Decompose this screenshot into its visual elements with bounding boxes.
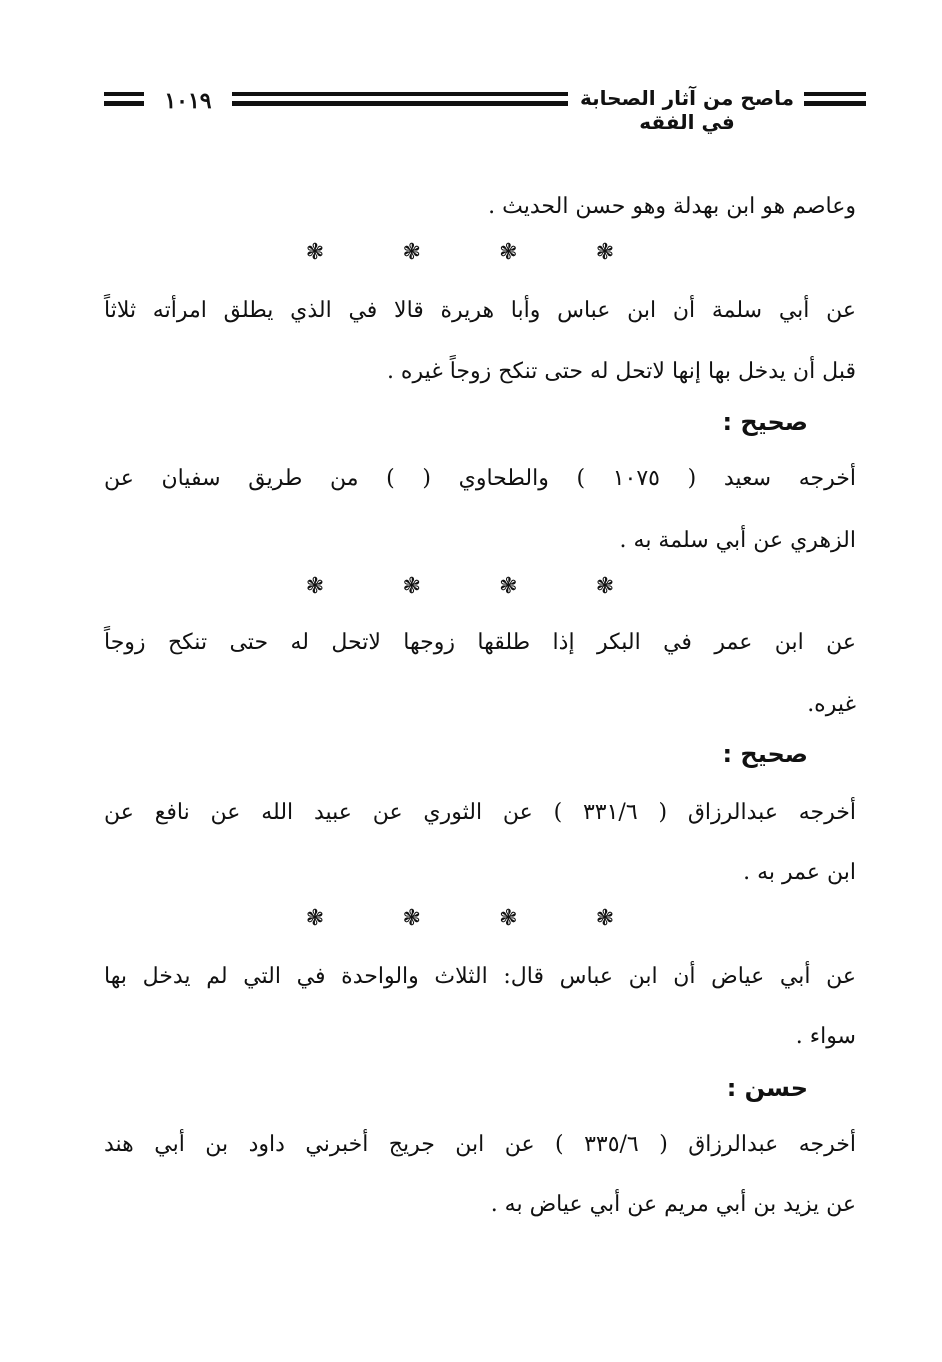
section-separator [300,572,620,602]
text-line: أخرجه عبدالرزاق ( ٣٣٥/٦ ) عن ابن جريج أخبرني داود بن أبي هند [104,1132,856,1157]
star-ornament-icon: ❃ [402,906,421,931]
section-separator [300,238,620,268]
text-line: عن ابن عمر في البكر إذا طلقها زوجها لاتحل له حتى تنكح زوجاً [104,630,856,655]
text-line: غيره. [807,692,856,717]
star-ornament-icon: ❃ [305,240,325,265]
text-line: سواء . [795,1024,856,1049]
star-ornament-icon: ❃ [305,906,325,931]
text-line: قبل أن يدخل بها إنها لاتحل له حتى تنكح زوجاً غيره . [386,359,856,384]
grade-heading: حسن : [726,1074,808,1102]
page-number: ١٠١٩ [164,88,212,114]
text-line: ابن عمر به . [743,860,856,885]
text-line: عن يزيد بن أبي مريم عن أبي عياض به . [490,1192,856,1217]
section-separator [300,904,620,934]
star-ornament-icon: ❃ [499,574,518,599]
star-ornament-icon: ❃ [595,240,615,265]
text-line: أخرجه سعيد ( ١٠٧٥ ) والطحاوي ( ) من طريق سفيان عن [104,466,856,491]
star-ornament-icon: ❃ [595,574,615,599]
star-ornament-icon: ❃ [305,574,325,599]
header-rule-middle [232,92,568,106]
text-line: عن أبي سلمة أن ابن عباس وأبا هريرة قالا في الذي يطلق امرأته ثلاثاً [104,298,856,323]
text-line: الزهري عن أبي سلمة به . [619,528,856,553]
grade-heading: صحيح : [722,740,808,768]
star-ornament-icon: ❃ [499,240,518,265]
text-line: أخرجه عبدالرزاق ( ٣٣١/٦ ) عن الثوري عن عبيد الله عن نافع عن [104,800,856,825]
text-line: عن أبي عياض أن ابن عباس قال: الثلاث والواحدة في التي لم يدخل بها [104,964,856,989]
star-ornament-icon: ❃ [402,240,421,265]
star-ornament-icon: ❃ [499,906,518,931]
header-rule-left [104,92,144,106]
header-rule-right [804,92,866,106]
page-header [104,82,866,134]
running-title: ماصح من آثار الصحابة في الفقه [580,86,794,134]
grade-heading: صحيح : [722,408,808,436]
star-ornament-icon: ❃ [402,574,421,599]
text-line: وعاصم هو ابن بهدلة وهو حسن الحديث . [488,194,856,219]
star-ornament-icon: ❃ [595,906,615,931]
